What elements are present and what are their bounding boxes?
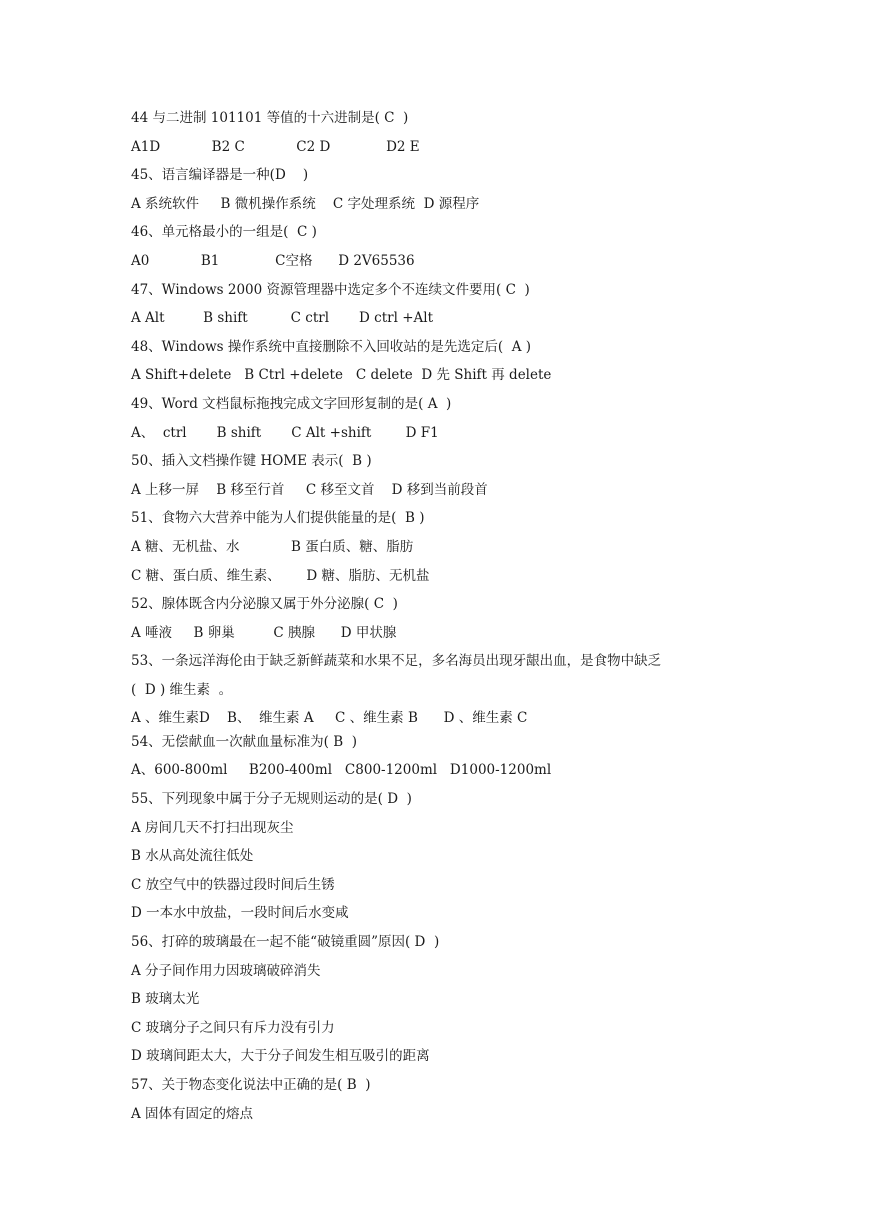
options-53: A 、维生素D B、 维生素 A C 、维生素 B D 、维生素 C xyxy=(131,709,528,726)
document-page xyxy=(131,108,751,1132)
options-49: A、 ctrl B shift C Alt +shift D F1 xyxy=(131,424,439,441)
option-56-d: D 玻璃间距太大，大于分子间发生相互吸引的距离 xyxy=(131,1048,430,1065)
options-50: A 上移一屏 B 移至行首 C 移至文首 D 移到当前段首 xyxy=(131,481,488,498)
question-49: 49、Word 文档鼠标拖拽完成文字回形复制的是( A ) xyxy=(131,395,452,412)
options-52: A 唾液 B 卵巢 C 胰腺 D 甲状腺 xyxy=(131,624,397,641)
question-50: 50、插入文档操作键 HOME 表示( B ) xyxy=(131,453,372,470)
options-45: A 系统软件 B 微机操作系统 C 字处理系统 D 源程序 xyxy=(131,195,480,212)
question-53: 53、一条远洋海伦由于缺乏新鲜蔬菜和水果不足，多名海员出现牙龈出血，是食物中缺乏 xyxy=(131,653,662,670)
question-57: 57、关于物态变化说法中正确的是( B ) xyxy=(131,1077,371,1093)
option-56-a: A 分子间作用力因玻璃破碎消失 xyxy=(131,962,321,979)
option-56-c: C 玻璃分子之间只有斥力没有引力 xyxy=(131,1019,335,1036)
options-51-row-1: A 糖、无机盐、水 B 蛋白质、糖、脂肪 xyxy=(131,538,414,555)
question-53-continued: ( D ) 维生素 。 xyxy=(131,681,233,698)
question-51: 51、食物六大营养中能为人们提供能量的是( B ) xyxy=(131,510,425,527)
question-47: 47、Windows 2000 资源管理器中选定多个不连续文件要用( C ) xyxy=(131,281,530,298)
question-45: 45、语言编译器是一种(D ) xyxy=(131,167,309,184)
question-54: 54、无偿献血一次献血量标准为( B ) xyxy=(131,733,358,750)
option-55-d: D 一本水中放盐，一段时间后水变咸 xyxy=(131,905,349,922)
option-55-b: B 水从高处流往低处 xyxy=(131,848,254,865)
option-56-b: B 玻璃太光 xyxy=(131,991,200,1008)
options-48: A Shift+delete B Ctrl +delete C delete D 先 Shift 再 delete xyxy=(131,367,552,384)
question-44: 44 与二进制 101101 等值的十六进制是( C ) xyxy=(131,110,409,126)
question-56: 56、打碎的玻璃最在一起不能“破镜重圆”原因( D ) xyxy=(131,934,440,951)
question-52: 52、腺体既含内分泌腺又属于外分泌腺( C ) xyxy=(131,596,398,613)
question-48: 48、Windows 操作系统中直接删除不入回收站的是先选定后( A ) xyxy=(131,338,532,355)
options-46: A0 B1 C空格 D 2V65536 xyxy=(131,252,415,269)
question-55: 55、下列现象中属于分子无规则运动的是( D ) xyxy=(131,791,412,808)
option-55-a: A 房间几天不打扫出现灰尘 xyxy=(131,819,294,836)
question-46: 46、单元格最小的一组是( C ) xyxy=(131,224,317,241)
options-47: A Alt B shift C ctrl D ctrl +Alt xyxy=(131,310,434,327)
options-44: A1D B2 C C2 D D2 E xyxy=(131,138,420,155)
option-55-c: C 放空气中的铁器过段时间后生锈 xyxy=(131,876,335,893)
options-51-row-2: C 糖、蛋白质、维生素、 D 糖、脂肪、无机盐 xyxy=(131,567,430,584)
option-57-a: A 固体有固定的熔点 xyxy=(131,1105,254,1122)
options-54: A、600-800ml B200-400ml C800-1200ml D1000-1200ml xyxy=(131,762,552,779)
